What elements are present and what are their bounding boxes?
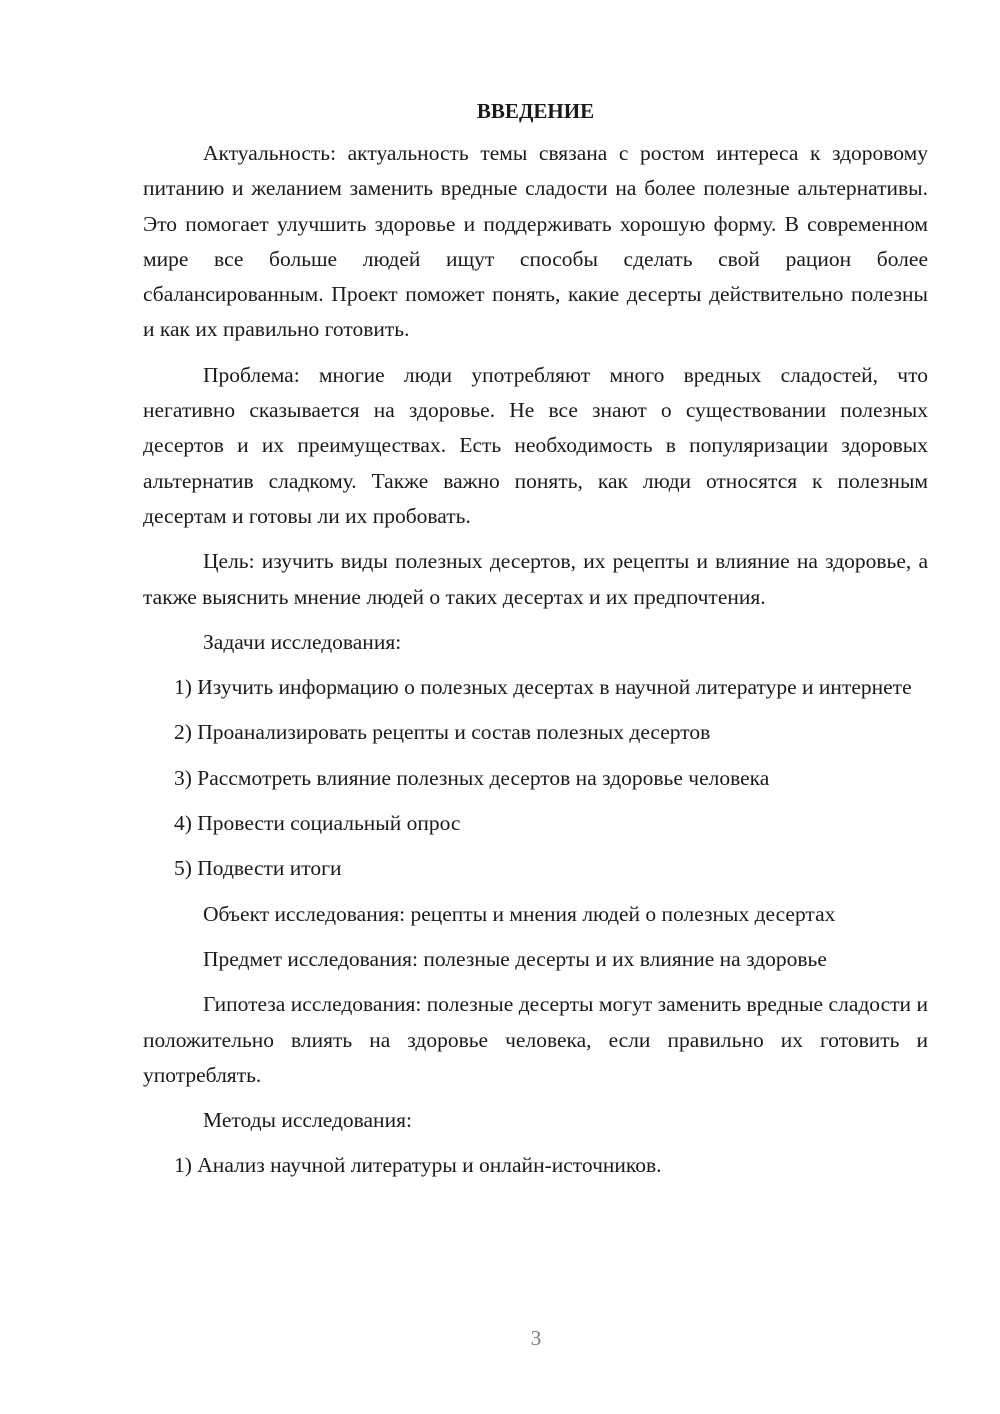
task-item: 2) Проанализировать рецепты и состав полезных десертов bbox=[174, 720, 711, 745]
methods-heading: Методы исследования: bbox=[203, 1108, 412, 1133]
task-item: 3) Рассмотреть влияние полезных десертов на здоровье человека bbox=[174, 765, 770, 790]
section-title: ВВЕДЕНИЕ bbox=[476, 99, 595, 123]
hypothesis-paragraph: Гипотеза исследования: полезные десерты могут заменить вредные сладости и положительно влиять на здоровье человека, если правильно их готовить и употреблять. bbox=[143, 992, 928, 1087]
problem-paragraph: Проблема: многие люди употребляют много вредных сладостей, что негативно сказывается на здоровье. Не все знают о существовании полезных десертов и их преимуществах. Есть необходимость в популяризации здоровых альтернатив сладкому. Также важно понять, как люди относятся к полезным десертам и готовы ли их пробовать. bbox=[143, 362, 928, 528]
task-item: 4) Провести социальный опрос bbox=[174, 811, 461, 836]
research-subject: Предмет исследования: полезные десерты и их влияние на здоровье bbox=[203, 946, 827, 971]
task-item: 1) Изучить информацию о полезных десертах в научной литературе и интернете bbox=[174, 675, 912, 700]
page-number: 3 bbox=[530, 1326, 542, 1350]
document-page bbox=[143, 96, 928, 1194]
tasks-heading: Задачи исследования: bbox=[203, 629, 402, 654]
relevance-paragraph: Актуальность: актуальность темы связана с ростом интереса к здоровому питанию и желанием заменить вредные сладости на более полезные альтернативы. Это помогает улучшить здоровье и поддерживать хорошую форму. В современном мире все больше людей ищут способы сделать свой рацион более сбалансированным. Проект поможет понять, какие десерты действительно полезны и как их правильно готовить. bbox=[143, 141, 928, 342]
task-item: 5) Подвести итоги bbox=[174, 856, 342, 881]
research-object: Объект исследования: рецепты и мнения людей о полезных десертах bbox=[203, 901, 836, 926]
goal-paragraph: Цель: изучить виды полезных десертов, их рецепты и влияние на здоровье, а также выяснить мнение людей о таких десертах и их предпочтения. bbox=[143, 549, 928, 609]
method-item: 1) Анализ научной литературы и онлайн-источников. bbox=[174, 1153, 662, 1178]
